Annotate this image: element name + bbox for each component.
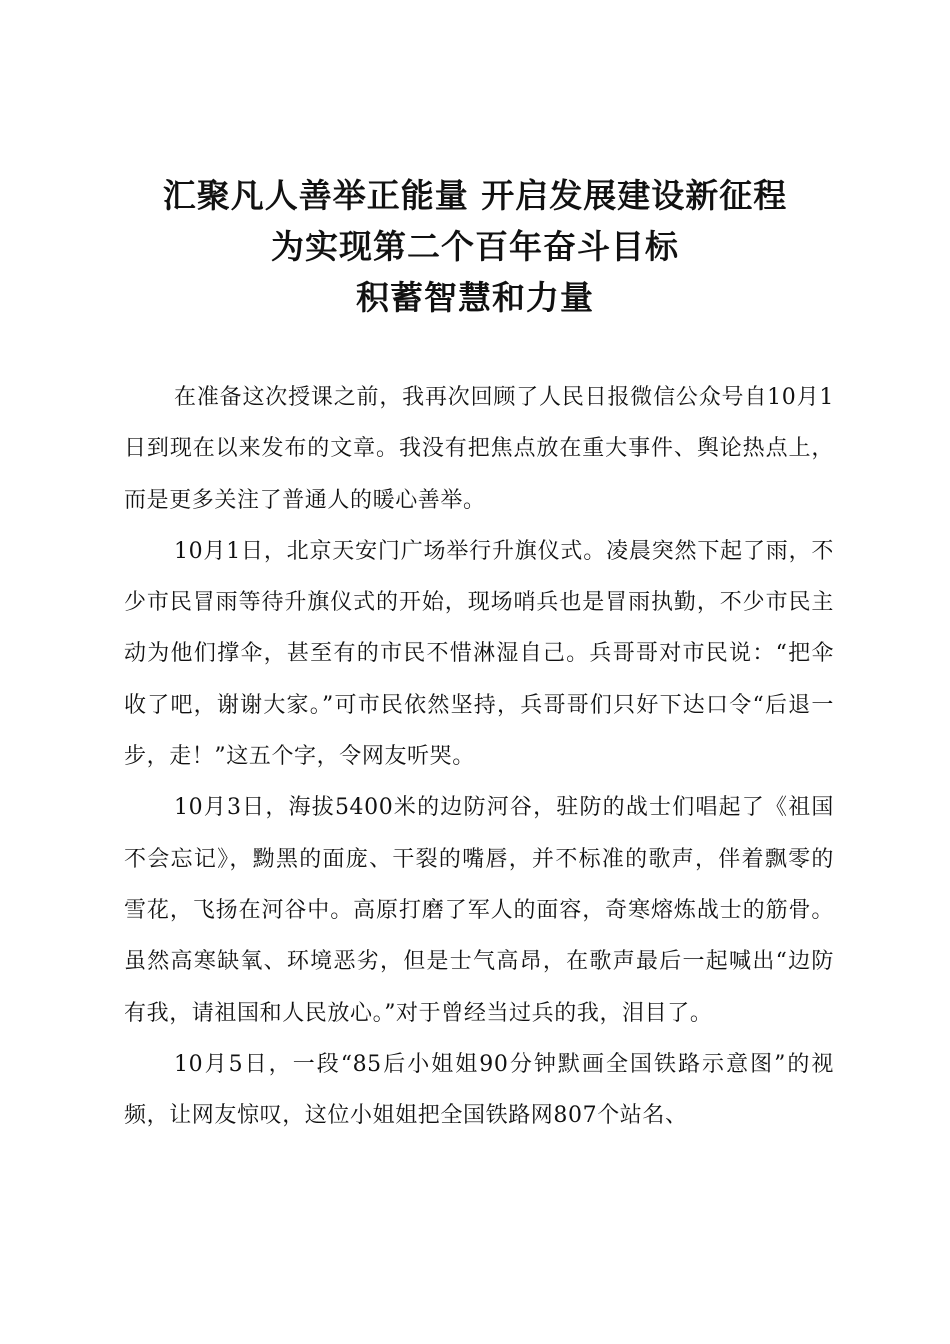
title-line-1: 汇聚凡人善举正能量 开启发展建设新征程 xyxy=(162,176,788,215)
paragraph-oct-1: 10月1日，北京天安门广场举行升旗仪式。凌晨突然下起了雨，不少市民冒雨等待升旗仪式的开始，现场哨兵也是冒雨执勤，不少市民主动为他们撑伞，甚至有的市民不惜淋湿自己。兵哥哥对市民说：“把伞收了吧，谢谢大家。”可市民依然坚持，兵哥哥们只好下达口令“后退一步，走！”这五个字，令网友听哭。 xyxy=(124,538,834,770)
title-line-2: 为实现第二个百年奋斗目标 xyxy=(271,227,679,266)
document-body xyxy=(124,372,834,1141)
title-line-3: 积蓄智慧和力量 xyxy=(356,278,594,317)
paragraph-oct-5: 10月5日，一段“85后小姐姐90分钟默画全国铁路示意图”的视频，让网友惊叹，这位小姐姐把全国铁路网807个站名、 xyxy=(124,1051,834,1129)
paragraph-oct-3: 10月3日，海拔5400米的边防河谷，驻防的战士们唱起了《祖国不会忘记》，黝黑的面庞、干裂的嘴唇，并不标准的歌声，伴着飘零的雪花，飞扬在河谷中。高原打磨了军人的面容，奇寒熔炼战士的筋骨。虽然高寒缺氧、环境恶劣，但是士气高昂，在歌声最后一起喊出“边防有我，请祖国和人民放心。”对于曾经当过兵的我，泪目了。 xyxy=(124,795,834,1026)
document-title xyxy=(0,170,950,323)
paragraph-intro: 在准备这次授课之前，我再次回顾了人民日报微信公众号自10月1日到现在以来发布的文章。我没有把焦点放在重大事件、舆论热点上，而是更多关注了普通人的暖心善举。 xyxy=(124,385,834,513)
